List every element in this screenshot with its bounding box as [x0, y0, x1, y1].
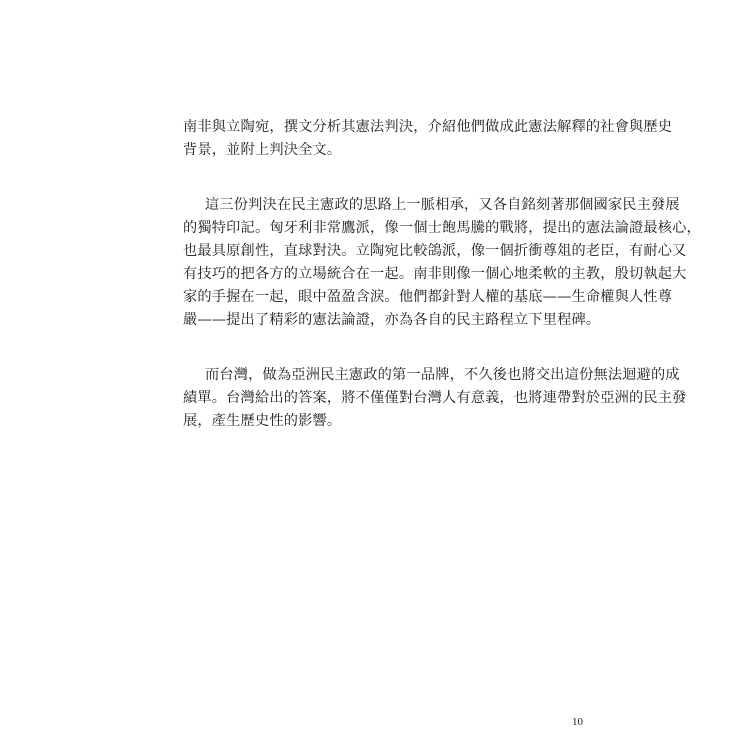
text-line: 背景，並附上判決全文。 — [183, 142, 342, 158]
text-line: 也最具原創性，直球對決。立陶宛比較鴿派，像一個折衝尊俎的老臣，有耐心又 — [183, 243, 687, 259]
text-line: 展，產生歷史性的影響。 — [183, 413, 342, 429]
paragraph-spacer — [183, 162, 615, 194]
text-line: 績單。台灣給出的答案，將不僅僅對台灣人有意義，也將連帶對於亞洲的民主發 — [183, 390, 687, 406]
text-line: 的獨特印記。匈牙利非常鷹派，像一個士飽馬騰的戰將，提出的憲法論證最核心， — [183, 220, 701, 236]
body-text — [183, 116, 701, 433]
text-line: 家的手握在一起，眼中盈盈含淚。他們都針對人權的基底——生命權與人性尊 — [183, 289, 673, 305]
page-number: 10 — [572, 716, 583, 728]
text-line: 南非與立陶宛，撰文分析其憲法判決，介紹他們做成此憲法解釋的社會與歷史 — [183, 119, 673, 135]
text-line: 嚴——提出了精彩的憲法論證，亦為各自的民主路程立下里程碑。 — [183, 312, 601, 328]
paragraph-1 — [183, 116, 673, 162]
paragraph-3 — [183, 364, 687, 433]
text-line: 而台灣，做為亞洲民主憲政的第一品牌，不久後也將交出這份無法迴避的成 — [205, 367, 680, 383]
paragraph-spacer — [183, 332, 615, 364]
paragraph-2 — [183, 194, 701, 332]
text-line: 這三份判決在民主憲政的思路上一脈相承，又各自銘刻著那個國家民主發展 — [205, 197, 680, 213]
text-line: 有技巧的把各方的立場統合在一起。南非則像一個心地柔軟的主教，殷切執起大 — [183, 266, 687, 282]
